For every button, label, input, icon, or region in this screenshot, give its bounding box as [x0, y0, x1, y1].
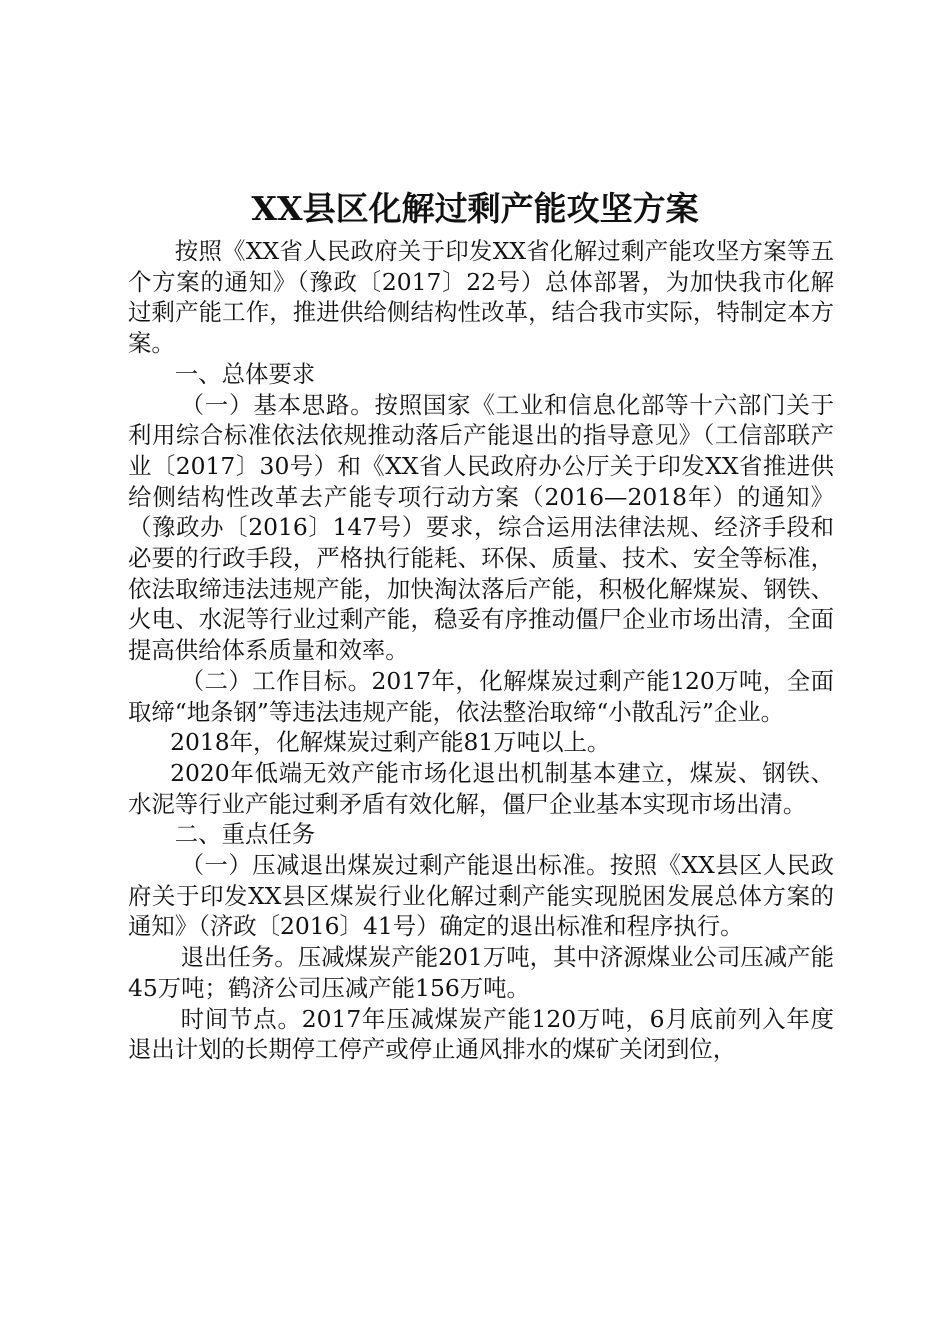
- work-goals-paragraph: （二）工作目标。2017年，化解煤炭过剩产能120万吨，全面取缔“地条钢”等违法违规产能，依法整治取缔“小散乱污”企业。: [128, 666, 834, 726]
- section-heading-key-tasks: 二、重点任务: [174, 820, 316, 849]
- basic-approach-paragraph: （一）基本思路。按照国家《工业和信息化部等十六部门关于利用综合标准依法依规推动落后产能退出的指导意见》（工信部联产业〔2017〕30号）和《XX省人民政府办公厅关于印发XX省推进供给侧结构性改革去产能专项行动方案（2016—2018年）的通知》（豫政办〔2016〕147号）要求，综合运用法律法规、经济手段和必要的行政手段，严格执行能耗、环保、质量、技术、安全等标准，依法取缔违法违规产能，加快淘汰落后产能，积极化解煤炭、钢铁、火电、水泥等行业过剩产能，稳妥有序推动僵尸企业市场出清，全面提高供给体系质量和效率。: [128, 390, 834, 665]
- coal-exit-standard-paragraph: （一）压减退出煤炭过剩产能退出标准。按照《XX县区人民政府关于印发XX县区煤炭行业化解过剩产能实现脱困发展总体方案的通知》（济政〔2016〕41号）确定的退出标准和程序执行。: [128, 851, 834, 941]
- document-body: [128, 236, 834, 1065]
- exit-tasks-paragraph: 退出任务。压减煤炭产能201万吨，其中济源煤业公司压减产能45万吨；鹤济公司压减产能156万吨。: [128, 943, 834, 1002]
- time-nodes-paragraph: 时间节点。2017年压减煤炭产能120万吨，6月底前列入年度退出计划的长期停工停产或停止通风排水的煤矿关闭到位，: [128, 1004, 834, 1064]
- goal-2020-paragraph: 2020年低端无效产能市场化退出机制基本建立，煤炭、钢铁、水泥等行业产能过剩矛盾有效化解，僵尸企业基本实现市场出清。: [128, 758, 834, 818]
- document-title: XX县区化解过剩产能攻坚方案: [251, 189, 699, 228]
- goal-2018-paragraph: 2018年，化解煤炭过剩产能81万吨以上。: [170, 728, 611, 757]
- intro-paragraph: 按照《XX省人民政府关于印发XX省化解过剩产能攻坚方案等五个方案的通知》（豫政〔2017〕22号）总体部署，为加快我市化解过剩产能工作，推进供给侧结构性改革，结合我市实际，特制定本方案。: [128, 237, 834, 358]
- section-heading-general-requirements: 一、总体要求: [174, 359, 316, 388]
